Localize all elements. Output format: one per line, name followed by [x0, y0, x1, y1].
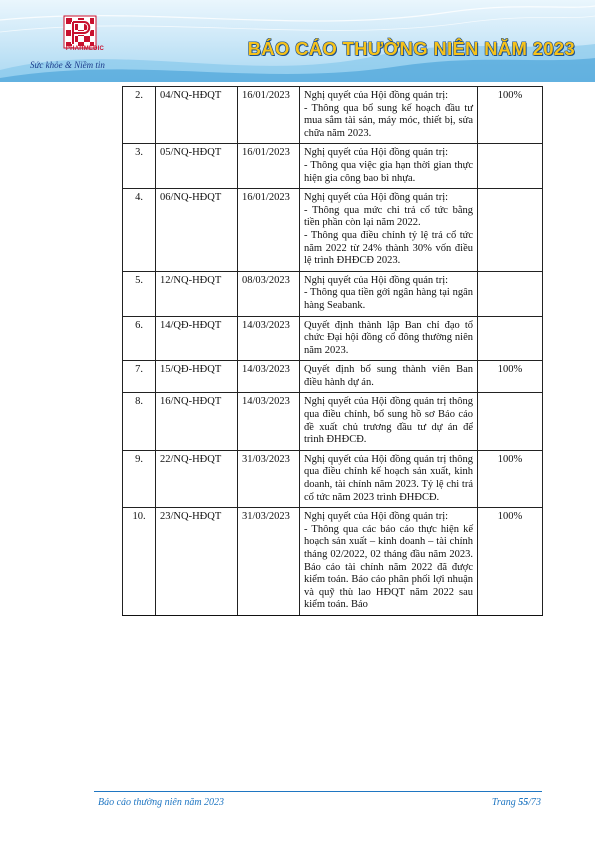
- resolution-number: 12/NQ-HĐQT: [156, 271, 238, 316]
- resolution-number: 16/NQ-HĐQT: [156, 393, 238, 450]
- resolution-number: 23/NQ-HĐQT: [156, 508, 238, 616]
- resolution-number: 22/NQ-HĐQT: [156, 450, 238, 507]
- completion-rate: 100%: [478, 87, 543, 144]
- completion-rate: 100%: [478, 508, 543, 616]
- content-line: Quyết định bổ sung thành viên Ban điều hành dự án.: [304, 364, 473, 388]
- completion-rate: 100%: [478, 450, 543, 507]
- resolution-date: 14/03/2023: [238, 393, 300, 450]
- content-line: Quyết định thành lập Ban chỉ đạo tổ chức Đại hội đồng cổ đông thường niên năm 2023.: [304, 319, 473, 356]
- resolution-content: [300, 271, 478, 316]
- resolutions-table: [122, 86, 543, 616]
- table-row: [123, 316, 543, 361]
- completion-rate: [478, 393, 543, 450]
- row-index: 7.: [123, 361, 156, 393]
- footer-divider: [94, 791, 542, 792]
- row-index: 2.: [123, 87, 156, 144]
- row-index: 3.: [123, 144, 156, 189]
- content-line: Nghị quyết của Hội đồng quản trị:: [304, 90, 449, 101]
- resolution-date: 14/03/2023: [238, 361, 300, 393]
- table-row: [123, 87, 543, 144]
- resolution-date: 16/01/2023: [238, 87, 300, 144]
- completion-rate: [478, 189, 543, 272]
- resolution-number: 04/NQ-HĐQT: [156, 87, 238, 144]
- table-row: [123, 393, 543, 450]
- brand-name: PHARMEDIC: [65, 46, 105, 52]
- content-line: Nghị quyết của Hội đồng quản trị thông qua điều chỉnh kế hoạch sản xuất, kinh doanh, tài chính năm 2023. Tỷ lệ chi trả cổ tức năm 2023 trình ĐHĐCĐ.: [304, 453, 473, 503]
- resolution-content: [300, 87, 478, 144]
- resolution-date: 31/03/2023: [238, 450, 300, 507]
- resolution-date: 16/01/2023: [238, 144, 300, 189]
- page-prefix: Trang: [491, 797, 519, 808]
- row-index: 10.: [123, 508, 156, 616]
- row-index: 5.: [123, 271, 156, 316]
- content-line: Nghị quyết của Hội đồng quản trị:: [304, 192, 449, 204]
- completion-rate: [478, 316, 543, 361]
- resolution-number: 05/NQ-HĐQT: [156, 144, 238, 189]
- resolution-content: [300, 508, 478, 616]
- resolution-date: 14/03/2023: [238, 316, 300, 361]
- brand-tagline: Sức khỏe & Niềm tin: [30, 60, 105, 70]
- report-title: BÁO CÁO THƯỜNG NIÊN NĂM 2023: [247, 38, 575, 59]
- content-line: Nghị quyết của Hội đồng quản trị thông qua điều chỉnh, bổ sung hồ sơ Báo cáo đề xuất chủ trương đầu tư dự án để trình ĐHĐCĐ.: [304, 396, 473, 446]
- table-row: [123, 508, 543, 616]
- content-line: Nghị quyết của Hội đồng quản trị:: [304, 511, 449, 523]
- content-line: Nghị quyết của Hội đồng quản trị:: [304, 274, 449, 286]
- table-row: [123, 450, 543, 507]
- page-header: [0, 0, 595, 82]
- resolution-date: 31/03/2023: [238, 508, 300, 616]
- row-index: 8.: [123, 393, 156, 450]
- resolution-date: 08/03/2023: [238, 271, 300, 316]
- content-line: - Thông qua điều chỉnh tỷ lệ trả cổ tức năm 2022 từ 24% thành 30% vốn điều lệ trình ĐHĐCĐ 2023.: [304, 229, 473, 267]
- resolution-content: [300, 393, 478, 450]
- resolution-content: [300, 450, 478, 507]
- content-line: - Thông qua các báo cáo thực hiện kế hoạch sản xuất – kinh doanh – tài chính tháng 02/2022, 02 tháng đầu năm 2023. Báo cáo tài chính năm 2022 đã được kiểm toán. Báo cáo phân phối lợi nhuận và quỹ thù lao HĐQT năm 2022 sau kiểm toán. Báo: [304, 523, 473, 611]
- resolution-content: [300, 189, 478, 272]
- table-row: [123, 361, 543, 393]
- content-line: - Thông qua bổ sung kế hoạch đầu tư mua sắm tài sản, máy móc, thiết bị, sửa chữa năm 2023.: [304, 102, 473, 139]
- row-index: 6.: [123, 316, 156, 361]
- resolution-content: [300, 361, 478, 393]
- table-row: [123, 144, 543, 189]
- table-row: [123, 189, 543, 272]
- resolution-content: [300, 316, 478, 361]
- completion-rate: 100%: [478, 361, 543, 393]
- content-line: Nghị quyết của Hội đồng quản trị:: [304, 147, 449, 159]
- content-line: - Thông qua mức chi trả cổ tức bằng tiền phần còn lại năm 2022.: [304, 204, 473, 229]
- resolution-content: [300, 144, 478, 189]
- resolution-number: 15/QĐ-HĐQT: [156, 361, 238, 393]
- row-index: 9.: [123, 450, 156, 507]
- resolutions-table-body: [123, 87, 543, 616]
- resolution-number: 06/NQ-HĐQT: [156, 189, 238, 272]
- content-line: - Thông qua việc gia hạn thời gian thực hiện gia công bao bì nhựa.: [304, 159, 473, 184]
- row-index: 4.: [123, 189, 156, 272]
- content-line: - Thông qua tiền gởi ngân hàng tại ngân hàng Seabank.: [304, 287, 473, 311]
- completion-rate: [478, 144, 543, 189]
- resolution-number: 14/QĐ-HĐQT: [156, 316, 238, 361]
- footer-page-number: [492, 797, 541, 808]
- completion-rate: [478, 271, 543, 316]
- footer-report-name: Báo cáo thường niên năm 2023: [98, 797, 225, 808]
- page-total: /73: [528, 797, 541, 808]
- page-current: 55: [518, 797, 529, 808]
- table-row: [123, 271, 543, 316]
- resolution-date: 16/01/2023: [238, 189, 300, 272]
